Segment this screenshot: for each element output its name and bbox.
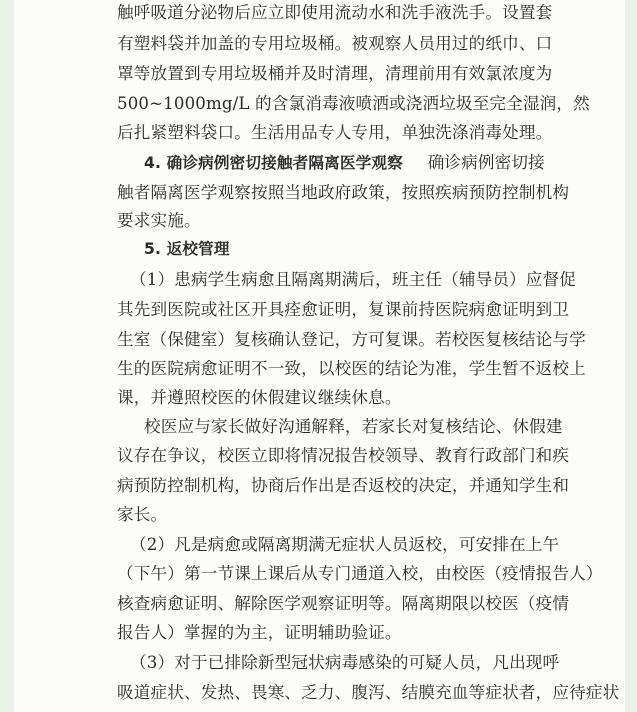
text-line: 核查病愈证明、解除医学观察证明等。隔离期限以校医（疫情	[117, 594, 570, 613]
text-line: 生的医院病愈证明不一致，以校医的结论为准，学生暂不返校上	[117, 359, 586, 378]
text-line: 家长。	[117, 505, 168, 524]
text-line: 要求实施。	[117, 211, 201, 230]
text-line: 议存在争议，校医立即将情况报告校领导、教育行政部门和疾	[117, 446, 570, 465]
text-line: 课，并遵照校医的休假建议继续休息。	[117, 388, 402, 407]
section-heading-5: 5. 返校管理	[144, 240, 230, 258]
text-line: 确诊病例密切接	[427, 153, 545, 172]
text-line: （3）对于已排除新型冠状病毒感染的可疑人员，凡出现呼	[130, 653, 560, 672]
text-line: 触呼吸道分泌物后应立即使用流动水和洗手液洗手。设置套	[117, 3, 553, 22]
text-line: 触者隔离医学观察按照当地政府政策，按照疾病预防控制机构	[117, 183, 570, 202]
text-line: 报告人）掌握的为主，证明辅助验证。	[117, 623, 402, 642]
document-page	[14, 0, 625, 712]
text-line: 后扎紧塑料袋口。生活用品专人专用，单独洗涤消毒处理。	[117, 123, 553, 142]
text-line: 500~1000mg/L 的含氯消毒液喷洒或浇洒垃圾至完全湿润，然	[117, 94, 590, 113]
text-line: （下午）第一节课上课后从专门通道入校，由校医（疫情报告人）	[117, 564, 603, 583]
text-line: 有塑料袋并加盖的专用垃圾桶。被观察人员用过的纸巾、口	[117, 34, 553, 53]
text-line: 其先到医院或社区开具痊愈证明，复课前持医院病愈证明到卫	[117, 300, 570, 319]
text-line: 吸道症状、发热、畏寒、乏力、腹泻、结膜充血等症状者，应待症状	[117, 683, 620, 702]
section-4-line	[144, 155, 545, 172]
text-line: 罩等放置到专用垃圾桶并及时清理，清理前用有效氯浓度为	[117, 64, 553, 83]
section-heading-4: 4. 确诊病例密切接触者隔离医学观察	[144, 154, 403, 172]
text-line: 生室（保健室）复核确认登记，方可复课。若校医复核结论与学	[117, 330, 586, 349]
text-line: （2）凡是病愈或隔离期满无症状人员返校，可安排在上午	[130, 535, 560, 554]
text-line: 病预防控制机构，协商后作出是否返校的决定，并通知学生和	[117, 476, 570, 495]
text-line: 校医应与家长做好沟通解释，若家长对复核结论、休假建	[144, 417, 563, 436]
text-line: （1）患病学生病愈且隔离期满后，班主任（辅导员）应督促	[130, 270, 577, 289]
